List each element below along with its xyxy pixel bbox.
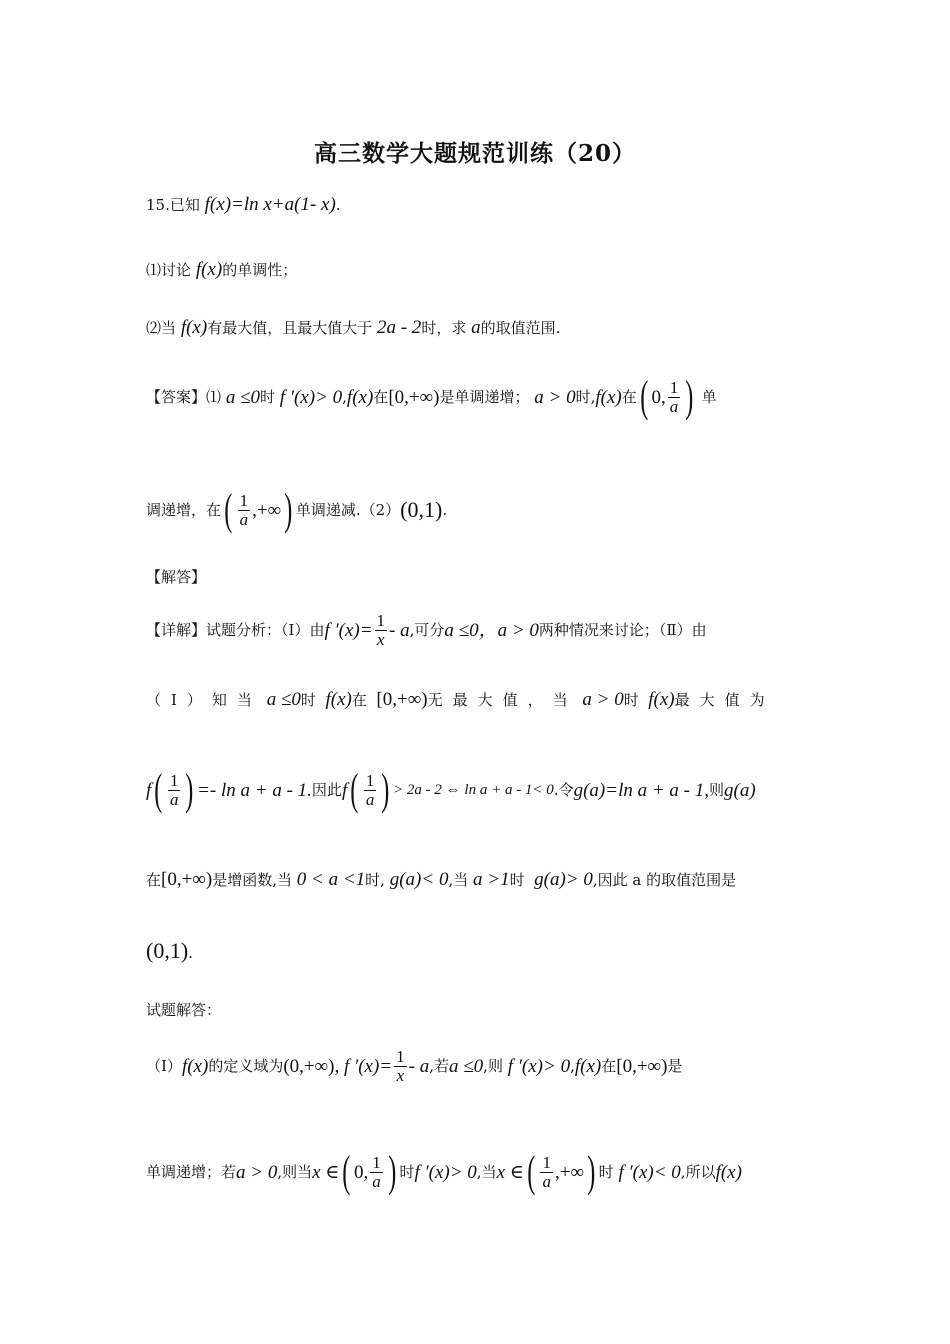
detail-line-1: 【详解】 试题分析：（Ⅰ）由 f ′(x)= $\frac{1}{x}$ - a ,可分 a ≤0，a > 0 两种情况来讨论；（Ⅱ）由: [146, 611, 707, 649]
answer-line-2: 调递增，在 ( $\frac{1}{a}$ ,+∞ ) 单调递减. （2） (0,1) .: [146, 485, 448, 534]
solution-header: 【解答】: [146, 568, 207, 586]
detail-line-3: f ( $\frac{1}{a}$ ) =- ln a + a - 1. 因此 f ( $\frac{1}{a}$ ) > 2a - 2 ⇔ ln a + a - 1< 0 .令 g(a)=ln a + a - 1, 则 g(a): [146, 765, 756, 814]
function-definition: f(x)=ln x+a(1- x): [204, 194, 336, 215]
answer-line-1: 【答案】 ⑴ a ≤0 时 f ′(x)> 0 , f(x) 在 [0,+∞) 是单调递增； a > 0 时, f(x) 在 ( 0, $\frac{1}{a}$ ) 单: [146, 372, 717, 421]
answer-label: 【答案】: [146, 387, 207, 406]
detail-label: 【详解】: [146, 620, 207, 639]
detail-line-4: 在[0,+∞)是增函数,当 0 < a <1时, g(a)< 0,当 a >1时 g(a)> 0,因此 a 的取值范围是: [146, 869, 737, 890]
problem-part-1: ⑴讨论 f(x)的单调性；: [146, 259, 298, 280]
page-title: 高三数学大题规范训练（20）: [313, 140, 636, 167]
problem-statement: 15.已知 f(x)=ln x+a(1- x).: [146, 194, 341, 215]
detail-line-2: （Ⅰ）知当 a ≤0时 f(x)在 [0,+∞)无最大值，当 a > 0时 f(x)最大值为: [146, 689, 775, 710]
solution-line-1: （Ⅰ） f(x) 的定义域为 (0,+∞), f ′(x)= $\frac{1}{x}$ - a ,若 a ≤0 ,则 f ′(x)> 0 , f(x) 在 [0,+∞) 是: [146, 1047, 683, 1085]
detail-line-5: (0,1).: [146, 938, 193, 963]
solution-line-2: 单调递增；若 a > 0 ,则当 x ∈ ( 0, $\frac{1}{a}$ ) 时 f ′(x)> 0 ,当 x ∈ ( $\frac{1}{a}$ ,+∞ ) 时 f ′(x)< 0 ,所以 f(x): [146, 1147, 742, 1196]
solution-answer-header: 试题解答：: [146, 1001, 222, 1019]
fraction-1-over-a: $\frac{1}{a}$: [669, 377, 679, 416]
problem-part-2: ⑵当 f(x)有最大值，且最大值大于 2a - 2时，求 a的取值范围.: [146, 317, 561, 338]
problem-number: 15.: [146, 196, 170, 214]
